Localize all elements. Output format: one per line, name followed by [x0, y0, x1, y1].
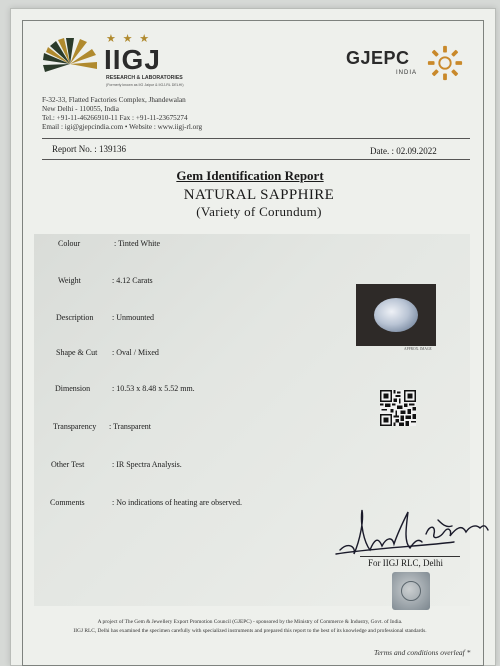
report-number: Report No. : 139136 — [52, 144, 126, 154]
address-line: Email : igi@gjepcindia.com • Website : www.iigj-rl.org — [42, 123, 203, 131]
detail-value: : 4.12 Carats — [112, 276, 153, 285]
gem-variety: (Variety of Corundum) — [196, 204, 322, 219]
detail-label: Shape & Cut — [56, 348, 98, 357]
detail-label: Weight — [58, 276, 81, 285]
hologram-emblem-icon — [401, 581, 421, 601]
authorized-signature — [334, 502, 490, 562]
footer-disclaimer: IIGJ RLC, Delhi has examined the specimen carefully with specialized instruments and prepared this report to the best of its knowledge and professional standards. — [73, 628, 427, 634]
gjepc-emblem-icon — [426, 44, 464, 82]
gem-stone-image — [374, 298, 418, 332]
photo-caption: APPROX. IMAGE — [404, 347, 432, 351]
detail-label: Other Test — [51, 460, 85, 469]
detail-label: Comments — [50, 498, 85, 507]
address-line: F-32-33, Flatted Factories Complex, Jhandewalan — [42, 96, 186, 104]
report-date: Date. : 02.09.2022 — [370, 146, 437, 156]
iigj-tagline: (Formerly known as IIG Jaipur & IIGJ-RL DELHI) — [106, 83, 184, 87]
detail-value: : Unmounted — [112, 313, 154, 322]
detail-value: : IR Spectra Analysis. — [112, 460, 182, 469]
detail-value: : Transparent — [109, 422, 151, 431]
qr-code-icon — [380, 390, 416, 426]
detail-value: : Oval / Mixed — [112, 348, 159, 357]
detail-value: : 10.53 x 8.48 x 5.52 mm. — [112, 384, 195, 393]
gem-name: NATURAL SAPPHIRE — [183, 187, 335, 203]
report-title: Gem Identification Report — [176, 168, 324, 183]
detail-label: Colour — [58, 239, 81, 248]
iigj-stars: ★ ★ ★ — [106, 33, 152, 45]
detail-value: : No indications of heating are observed. — [112, 498, 242, 507]
iigj-subtitle: RESEARCH & LABORATORIES — [106, 75, 183, 81]
divider — [42, 138, 470, 139]
detail-label: Dimension — [55, 384, 91, 393]
detail-label: Transparency — [53, 422, 97, 431]
iigj-wordmark: IIGJ — [104, 44, 161, 75]
signatory-org: For IIGJ RLC, Delhi — [368, 558, 443, 568]
signature-line — [360, 556, 460, 557]
address-line: Tel.: +91-11-46266910-11 Fax : +91-11-23675274 — [42, 114, 188, 122]
detail-label: Description — [56, 313, 94, 322]
hologram-stamp — [392, 572, 430, 610]
address-line: New Delhi - 110055, India — [42, 105, 119, 113]
gjepc-wordmark: GJEPC — [346, 48, 410, 68]
gem-photo — [356, 284, 436, 346]
iigj-sunburst-logo-icon — [40, 32, 100, 92]
footer-sponsorship: A project of The Gem & Jewellery Export Promotion Council (GJEPC) - sponsored by the Ministry of Commerce & Industry, Govt. of India. — [97, 619, 403, 625]
footer-terms-note: Terms and conditions overleaf * — [374, 648, 471, 657]
gjepc-subtitle: INDIA — [396, 70, 418, 76]
lab-address — [42, 96, 202, 132]
divider — [42, 159, 470, 160]
detail-value: : Tinted White — [114, 239, 161, 248]
